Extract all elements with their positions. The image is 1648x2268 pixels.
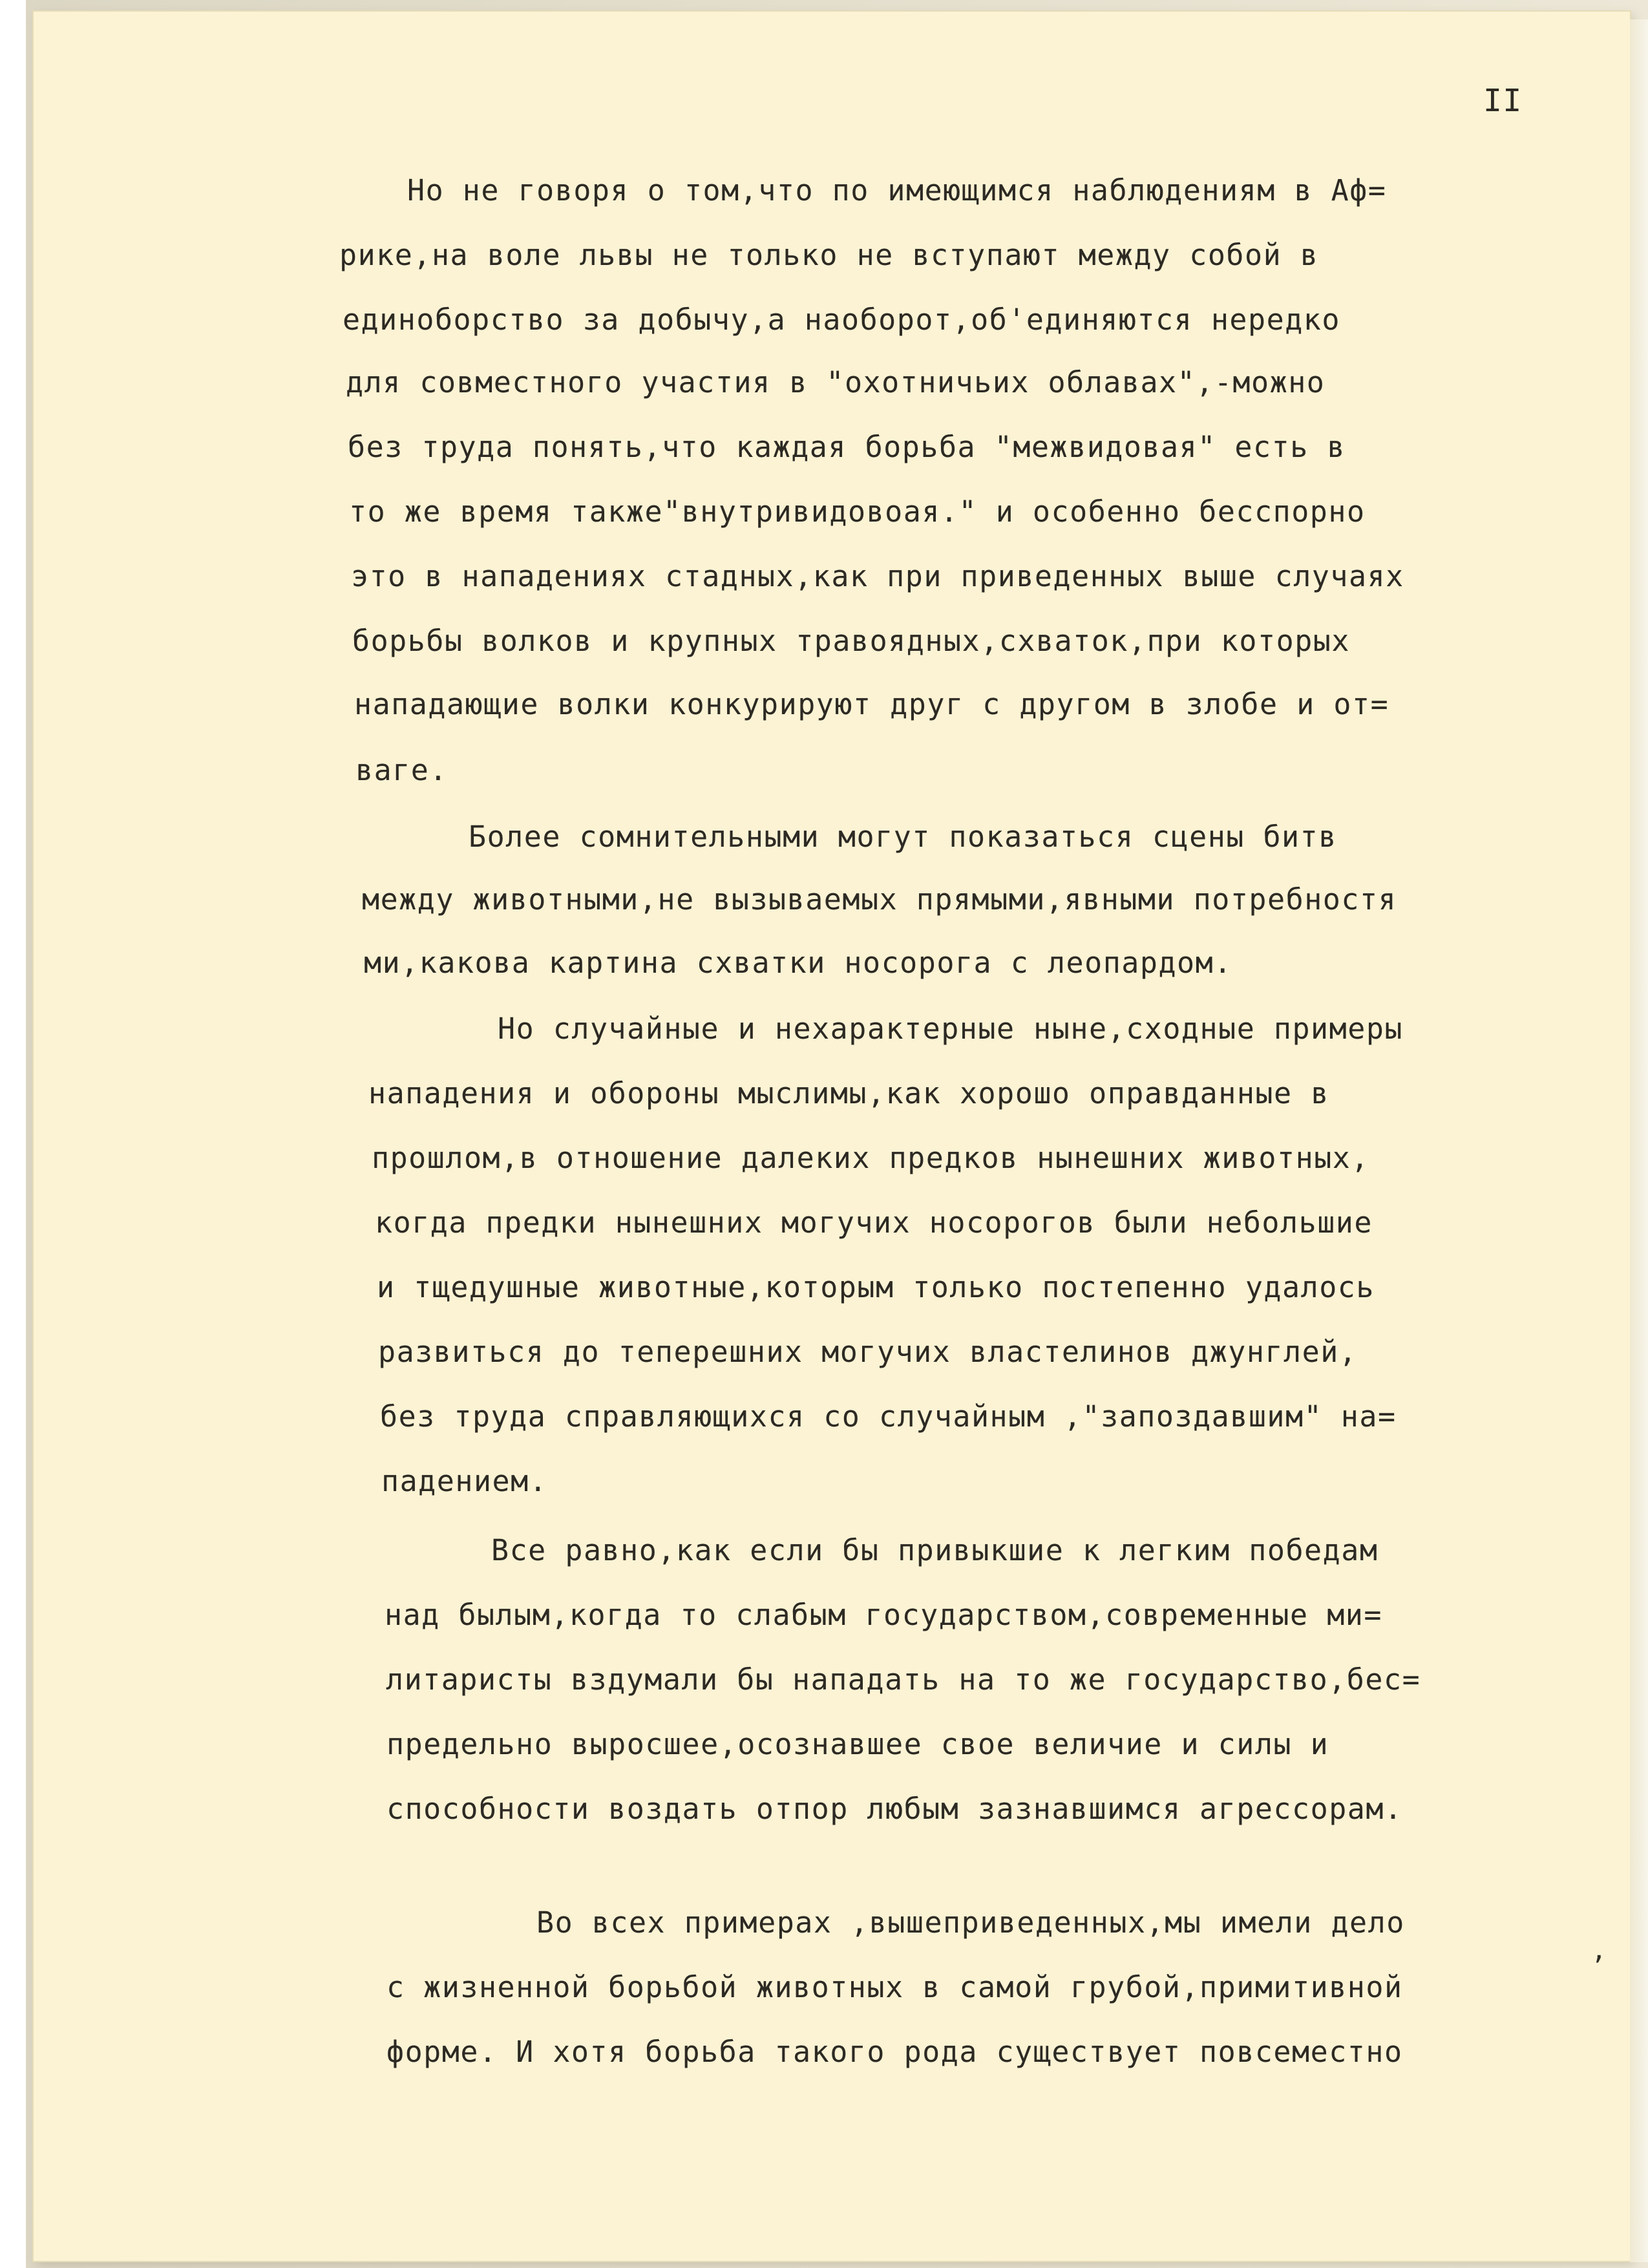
text-line: нападения и обороны мыслимы,как хорошо оправданные в: [368, 1076, 1329, 1110]
text-line: развиться до теперешних могучих властелинов джунглей,: [378, 1335, 1358, 1369]
text-line: Все равно,как если бы привыкшие к легким победам: [491, 1533, 1379, 1567]
text-line: Но случайные и нехарактерные ныне,сходные примеры: [498, 1012, 1404, 1046]
text-line: ваге.: [355, 753, 448, 787]
page-number: II: [1483, 83, 1523, 119]
text-line: когда предки нынешних могучих носорогов были небольшие: [375, 1205, 1373, 1240]
text-line: с жизненной борьбой животных в самой грубой,примитивной: [386, 1970, 1403, 2004]
text-line: то же время также"внутривидовоая." и особенно бесспорно: [349, 494, 1366, 529]
text-line: Но не говоря о том,что по имеющимся наблюдениям в Аф=: [407, 173, 1387, 207]
text-line: Во всех примерах ,вышеприведенных,мы имели дело: [536, 1905, 1405, 1940]
text-line: между животными,не вызываемых прямыми,явными потребностя: [362, 882, 1397, 917]
text-line: единоборство за добычу,а наоборот,об'единяются нередко: [343, 302, 1340, 337]
text-line: без труда понять,что каждая борьба "межвидовая" есть в: [348, 430, 1346, 464]
text-line: предельно выросшее,осознавшее свое величие и силы и: [386, 1727, 1329, 1761]
text-line: литаристы вздумали бы нападать на то же государство,бес=: [386, 1662, 1421, 1697]
text-line: ми,какова картина схватки носорога с леопардом.: [364, 946, 1232, 980]
text-line: падением.: [381, 1464, 548, 1498]
text-line: рике,на воле львы не только не вступают между собой в: [339, 238, 1319, 272]
text-line: борьбы волков и крупных травоядных,схваток,при которых: [352, 624, 1350, 658]
stray-ink-mark: ,: [1591, 1936, 1608, 1966]
text-line: прошлом,в отношение далеких предков нынешних животных,: [372, 1141, 1369, 1175]
text-line: форме. И хотя борьба такого рода существует повсеместно: [386, 2035, 1403, 2069]
text-line: и тщедушные животные,которым только постепенно удалось: [377, 1270, 1375, 1304]
text-line: способности воздать отпор любым зазнавшимся агрессорам.: [386, 1792, 1403, 1826]
text-line: нападающие волки конкурируют друг с другом в злобе и от=: [354, 687, 1389, 721]
text-line: без труда справляющихся со случайным ,"запоздавшим" на=: [380, 1399, 1397, 1434]
text-line: это в нападениях стадных,как при приведенных выше случаях: [351, 559, 1404, 593]
text-line: Более сомнительными могут показаться сцены битв: [469, 820, 1337, 854]
text-line: для совместного участия в "охотничьих облавах",-можно: [346, 365, 1326, 399]
text-line: над былым,когда то слабым государством,современные ми=: [385, 1598, 1382, 1632]
